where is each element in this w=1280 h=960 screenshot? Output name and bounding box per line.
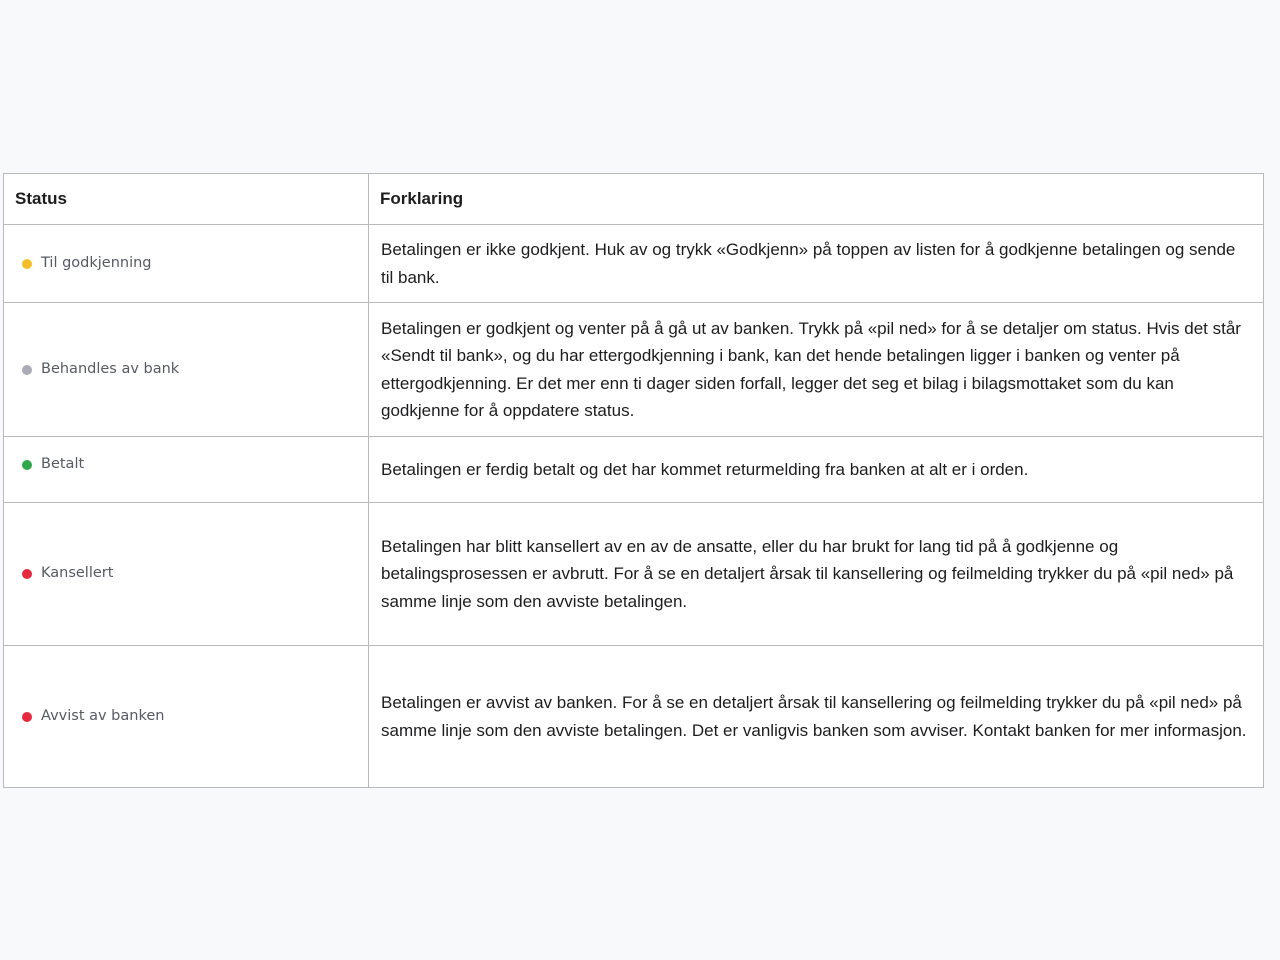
- status-label: Betalt: [41, 456, 85, 473]
- table-row: [4, 303, 1264, 437]
- table-row: [4, 225, 1264, 303]
- status-dot-icon: [22, 712, 32, 722]
- status-table: [3, 173, 1264, 788]
- explanation-cell: Betalingen er avvist av banken. For å se en detaljert årsak til kansellering og feilmelding trykker du på «pil ned» på samme linje som den avviste betalingen. Det er vanligvis banken som avviser. Kontakt banken for mer informasjon.: [369, 646, 1264, 788]
- header-explanation: Forklaring: [369, 174, 1264, 225]
- status-label: Behandles av bank: [41, 360, 180, 377]
- status-cell: [4, 303, 369, 437]
- explanation-cell: Betalingen er ferdig betalt og det har kommet returmelding fra banken at alt er i orden.: [369, 437, 1264, 503]
- status-cell: [4, 646, 369, 788]
- explanation-cell: Betalingen er ikke godkjent. Huk av og trykk «Godkjenn» på toppen av listen for å godkjenne betalingen og sende til bank.: [369, 225, 1264, 303]
- status-label: Til godkjenning: [41, 254, 152, 271]
- status-dot-icon: [22, 569, 32, 579]
- status-cell: [4, 503, 369, 646]
- table-row: [4, 437, 1264, 503]
- explanation-cell: Betalingen er godkjent og venter på å gå ut av banken. Trykk på «pil ned» for å se detaljer om status. Hvis det står «Sendt til bank», og du har ettergodkjenning i bank, kan det hende betalingen ligger i banken og venter på ettergodkjenning. Er det mer enn ti dager siden forfall, legger det seg et bilag i bilagsmottaket som du kan godkjenne for å oppdatere status.: [369, 303, 1264, 437]
- status-dot-icon: [22, 365, 32, 375]
- explanation-cell: Betalingen har blitt kansellert av en av de ansatte, eller du har brukt for lang tid på å godkjenne og betalingsprosessen er avbrutt. For å se en detaljert årsak til kansellering og feilmelding trykker du på «pil ned» på samme linje som den avviste betalingen.: [369, 503, 1264, 646]
- status-cell: [4, 437, 369, 503]
- status-dot-icon: [22, 259, 32, 269]
- header-status: Status: [4, 174, 369, 225]
- status-table-container: [3, 173, 1263, 788]
- status-cell: [4, 225, 369, 303]
- status-dot-icon: [22, 460, 32, 470]
- table-row: [4, 503, 1264, 646]
- status-label: Kansellert: [41, 565, 114, 582]
- table-row: [4, 646, 1264, 788]
- table-header-row: [4, 174, 1264, 225]
- status-label: Avvist av banken: [41, 707, 165, 724]
